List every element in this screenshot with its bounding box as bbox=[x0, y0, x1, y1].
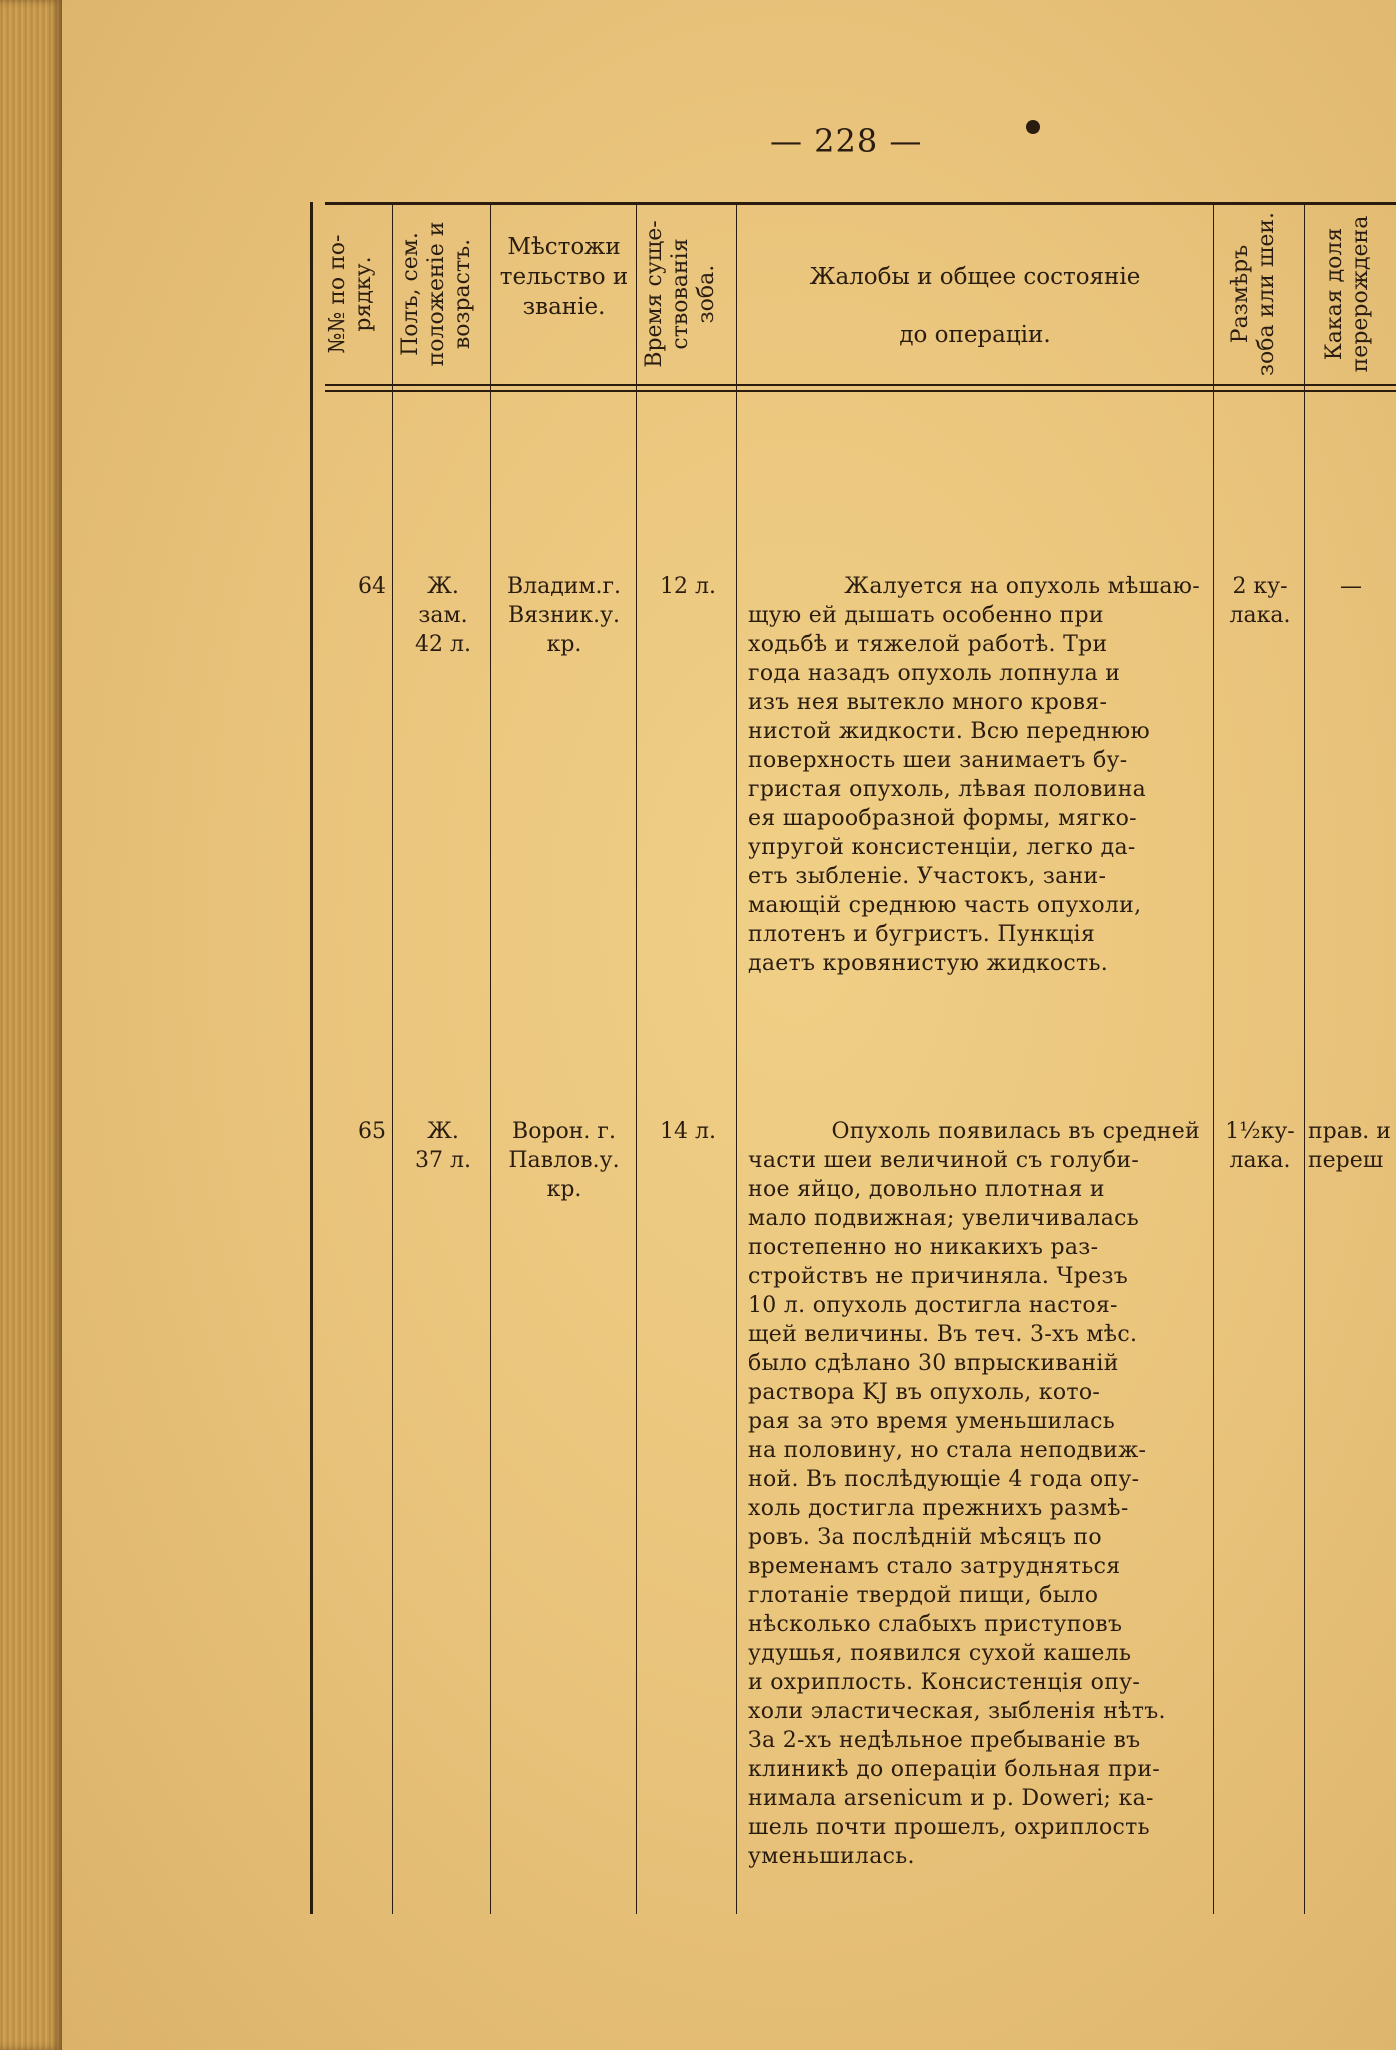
row-size-line: лака. bbox=[1229, 1148, 1291, 1173]
row-sex-line: Ж. bbox=[427, 1119, 459, 1144]
table-top-rule bbox=[325, 202, 1396, 205]
complaint-line: 10 л. опухоль достигла настоя- bbox=[748, 1293, 1118, 1318]
complaint-line: ровъ. За послѣдній мѣсяцъ по bbox=[748, 1525, 1102, 1550]
complaint-line: Опухоль появилась въ средней bbox=[831, 1119, 1200, 1144]
row-size bbox=[1216, 572, 1304, 630]
header-number-line-2: рядку. bbox=[351, 256, 376, 332]
complaint-line: временамъ стало затрудняться bbox=[748, 1554, 1121, 1579]
row-residence-line: Ворон. г. bbox=[512, 1119, 616, 1144]
complaint-line: холь достигла прежнихъ размѣ- bbox=[748, 1496, 1129, 1521]
row-size-line: 2 ку- bbox=[1232, 574, 1288, 599]
complaint-line: ное яйцо, довольно плотная и bbox=[748, 1177, 1105, 1202]
row-duration: 12 л. bbox=[660, 574, 716, 599]
header-bottom-rule-2 bbox=[325, 390, 1396, 392]
header-size-line-1: Размѣръ bbox=[1228, 244, 1253, 344]
row-residence bbox=[492, 1117, 636, 1204]
row-size-line: лака. bbox=[1229, 603, 1291, 628]
row-complaints bbox=[748, 572, 1200, 978]
row-sex bbox=[398, 1117, 488, 1175]
header-sex-line-3: возрастъ. bbox=[450, 238, 475, 350]
complaint-line: нимала arsenicum и p. Doweri; ка- bbox=[748, 1786, 1154, 1811]
col-rule-2 bbox=[490, 202, 491, 1914]
row-lobe bbox=[1306, 572, 1396, 601]
header-bottom-rule bbox=[325, 384, 1396, 386]
complaint-line: ходьбѣ и тяжелой работѣ. Три bbox=[748, 632, 1108, 657]
complaint-line: мало подвижная; увеличивалась bbox=[748, 1206, 1140, 1231]
complaint-line: было сдѣлано 30 впрыскиваній bbox=[748, 1351, 1119, 1376]
row-number: 65 bbox=[358, 1119, 386, 1144]
header-residence bbox=[492, 232, 636, 322]
complaint-line: етъ зыбленіе. Участокъ, зани- bbox=[748, 864, 1107, 889]
header-size bbox=[1228, 206, 1280, 382]
header-residence-line-1: Мѣстожи bbox=[507, 234, 621, 260]
complaint-line: на половину, но стала неподвиж- bbox=[748, 1438, 1147, 1463]
complaint-line: шель почти прошелъ, охриплость bbox=[748, 1815, 1150, 1840]
row-residence-line: Владим.г. bbox=[506, 574, 622, 599]
col-rule-3 bbox=[636, 202, 637, 1914]
row-lobe-line: — bbox=[1340, 574, 1362, 599]
complaint-line: даетъ кровянистую жидкость. bbox=[748, 951, 1109, 976]
complaint-line: клиникѣ до операціи больная при- bbox=[748, 1757, 1161, 1782]
row-residence-line: Павлов.у. bbox=[508, 1148, 620, 1173]
complaint-line: холи эластическая, зыбленія нѣтъ. bbox=[748, 1699, 1166, 1724]
row-duration: 14 л. bbox=[660, 1119, 716, 1144]
complaint-line: рая за это время уменьшилась bbox=[748, 1409, 1116, 1434]
row-residence-line: кр. bbox=[546, 1177, 582, 1202]
header-complaints bbox=[740, 248, 1210, 364]
complaint-line: глотаніе твердой пищи, было bbox=[748, 1583, 1099, 1608]
complaint-line: Жалуется на опухоль мѣшаю- bbox=[844, 574, 1200, 599]
col-rule-4 bbox=[736, 202, 737, 1914]
header-number bbox=[325, 206, 377, 382]
complaint-line: щую ей дышать особенно при bbox=[748, 603, 1104, 628]
complaint-line: года назадъ опухоль лопнула и bbox=[748, 661, 1121, 686]
row-sex-line: Ж. bbox=[427, 574, 459, 599]
col-rule-6 bbox=[1304, 202, 1305, 1914]
row-sex-line: 42 л. bbox=[415, 632, 471, 657]
complaint-line: удушья, появился сухой кашель bbox=[748, 1641, 1132, 1666]
complaint-line: части шеи величиной съ голуби- bbox=[748, 1148, 1140, 1173]
row-complaints bbox=[748, 1117, 1200, 1871]
row-size-line: 1½ку- bbox=[1225, 1119, 1295, 1144]
complaint-line: постепенно но никакихъ раз- bbox=[748, 1235, 1099, 1260]
row-lobe-line: прав. и bbox=[1308, 1119, 1391, 1144]
header-sex-line-2: положеніе и bbox=[424, 221, 449, 367]
row-sex-line: зам. bbox=[418, 603, 468, 628]
complaint-line: щей величины. Въ теч. 3-хъ мѣс. bbox=[748, 1322, 1138, 1347]
page-number: — 228 — bbox=[770, 122, 923, 160]
header-sex-line-1: Полъ, сем. bbox=[398, 232, 423, 356]
row-sex-line: 37 л. bbox=[415, 1148, 471, 1173]
row-lobe bbox=[1308, 1117, 1396, 1175]
row-size bbox=[1216, 1117, 1304, 1175]
complaint-line: нѣсколько слабыхъ приступовъ bbox=[748, 1612, 1123, 1637]
complaint-line: За 2-хъ недѣльное пребываніе въ bbox=[748, 1728, 1141, 1753]
complaint-line: нистой жидкости. Всю переднюю bbox=[748, 719, 1150, 744]
complaint-line: гристая опухоль, лѣвая половина bbox=[748, 777, 1147, 802]
header-duration-line-1: Время суще- bbox=[642, 220, 667, 368]
row-residence-line: кр. bbox=[546, 632, 582, 657]
header-size-line-2: зоба или шеи. bbox=[1254, 211, 1279, 377]
table-left-rule bbox=[310, 202, 313, 1914]
row-residence bbox=[492, 572, 636, 659]
row-sex bbox=[398, 572, 488, 659]
complaint-line: ея шарообразной формы, мягко- bbox=[748, 806, 1137, 831]
header-sex bbox=[398, 206, 476, 382]
col-rule-5 bbox=[1213, 202, 1214, 1914]
header-residence-line-2: тельство и bbox=[499, 264, 629, 290]
header-lobe bbox=[1322, 206, 1374, 382]
complaint-line: ной. Въ послѣдующіе 4 года опу- bbox=[748, 1467, 1140, 1492]
complaint-line: стройствъ не причиняла. Чрезъ bbox=[748, 1264, 1129, 1289]
header-duration bbox=[642, 206, 720, 382]
header-lobe-line-1: Какая доля bbox=[1322, 227, 1347, 361]
header-duration-line-3: зоба. bbox=[694, 264, 719, 324]
header-duration-line-2: ствованія bbox=[668, 238, 693, 350]
header-complaints-line-2: до операціи. bbox=[899, 322, 1051, 348]
col-rule-1 bbox=[392, 202, 393, 1914]
complaint-line: упругой консистенціи, легко да- bbox=[748, 835, 1136, 860]
header-lobe-line-2: перерождена bbox=[1348, 215, 1373, 373]
row-lobe-line: переш bbox=[1308, 1148, 1384, 1173]
complaint-line: поверхность шеи занимаетъ бу- bbox=[748, 748, 1128, 773]
complaint-line: плотенъ и бугристъ. Пункція bbox=[748, 922, 1096, 947]
row-number: 64 bbox=[358, 574, 386, 599]
row-residence-line: Вязник.у. bbox=[507, 603, 621, 628]
complaint-line: уменьшилась. bbox=[748, 1844, 915, 1869]
complaint-line: изъ нея вытекло много кровя- bbox=[748, 690, 1108, 715]
complaint-line: раствора KJ въ опухоль, кото- bbox=[748, 1380, 1101, 1405]
header-number-line-1: №№ по по- bbox=[325, 234, 350, 354]
complaint-line: и охриплость. Консистенція опу- bbox=[748, 1670, 1141, 1695]
header-complaints-line-1: Жалобы и общее состояніе bbox=[809, 264, 1141, 290]
header-residence-line-3: званіе. bbox=[522, 294, 606, 320]
complaint-line: мающій среднюю часть опухоли, bbox=[748, 893, 1142, 918]
